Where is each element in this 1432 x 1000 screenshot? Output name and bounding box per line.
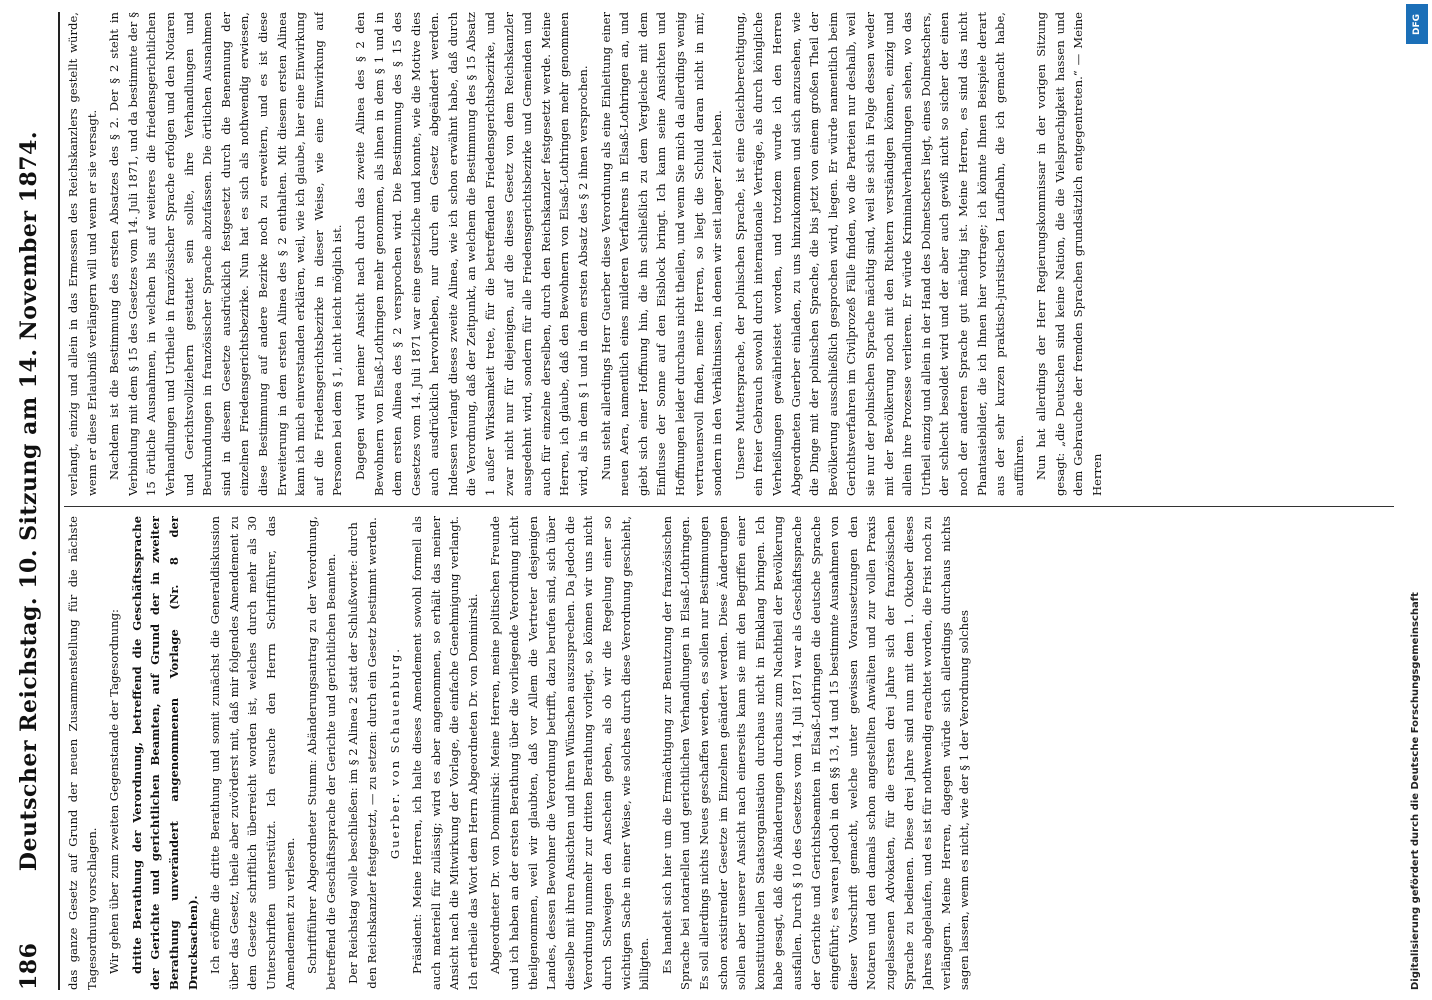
paragraph: Es handelt sich hier um die Ermächtigung zur Benutzung der französischen Sprache bei notariellen und gerichtlichen Verhandlungen in Elsaß-Lothringen. Es soll allerdings nichts Neues geschaffen werden, es sollen nur Bestimmungen schon existirender Gesetze im Einzelnen geändert werden. Diese Änderungen sollen aber unserer Ansicht nach einerseits kann sie mit den Begriffen einer konstitutionellen Staatsorganisation durchaus nicht in Einklang bringen. Ich habe gesagt, daß die Abänderungen durchaus zum Nachtheil der Bevölkerung ausfallen. Durch § 10 des Gesetzes vom 14. Juli 1871 war als Geschäftssprache der Gerichte und Gerichtsbeamten in Elsaß-Lothringen die deutsche Sprache eingeführt; es waren jedoch in den §§ 13, 14 und 15 bestimmte Ausnahmen von dieser Vorschrift gemacht, welche unter gewissen Voraussetzungen den Notaren und den damals schon angestellten Anwälten und zur vollen Praxis zugelassenen Advokaten, für die ersten drei Jahre sich der französischen Sprache zu bedienen. Diese drei Jahre sind nun mit dem 1. Oktober dieses Jahres abgelaufen, und es ist für nothwendig erachtet worden, die Frist noch zu verlängern. Meine Herren, dagegen würde sich allerdings durchaus nichts sagen lassen, wenn es nicht, wie der § 1 der Verordnung solches — [659, 516, 972, 990]
paragraph: verlangt, einzig und allein in das Ermessen des Reichskanzlers gestellt würde, wenn er diese Erlaubniß verlängern will und wenn er sie versagt. — [66, 12, 99, 496]
paragraph: Wir gehen über zum zweiten Gegenstande der Tagesordnung: — [107, 609, 122, 974]
right-column — [64, 12, 1394, 496]
page-header — [16, 12, 48, 990]
paragraph: Präsident: Meine Herren, ich halte dieses Amendement sowohl formell als auch materiell für zulässig; wird es aber angenommen, so erhält das meiner Ansicht nach die Mitwirkung der Vorlage, die einfache Genehmigung verlangt. Ich ertheile das Wort dem Herrn Abgeordneten Dr. von Dominirski. — [410, 516, 480, 990]
agenda-heading: dritte Berathung der Verordnung, betreffend die Geschäftssprache der Gerichte und gerichtlichen Beamten, auf Grund der in zweiter Berathung unverändert angenommenen Vorlage (Nr. 8 der Drucksachen). — [129, 516, 200, 990]
digitization-credit: Digitalisierung gefördert durch die Deutsche Forschungsgemeinschaft — [1410, 592, 1421, 990]
paragraph: Unsere Muttersprache, der polnischen Sprache, ist eine Gleichberechtigung, ein freier Gebrauch sowohl durch internationale Verträge, als durch königliche Verheißungen gewährleistet worden, und trotzdem wurde ich den Herren Abgeordneten Guerber einladen, zu uns hinzukommen und sich anzusehen, wie die Dinge mit der polnischen Sprache, die bis jetzt von einem großen Theil der Bevölkerung ausschließlich gesprochen wird, liegen. Er würde namentlich beim Gerichtsverfahren im Civilprozeß Fälle finden, wo die Parteien nur deshalb, weil sie nur der polnischen Sprache mächtig sind, weil sie sich in Folge dessen weder mit der Bevölkerung noch mit den Richtern verständigen können, einzig und allein ihre Prozesse verlieren. Er würde Kriminalverhandlungen sehen, wo das Urtheil einzig und allein in der Hand des Dolmetschers liegt, eines Dolmetschers, der schlecht besoldet wird und der aber auch gewiß nicht so sicher der einen noch der anderen Sprache gut mächtig ist. Meine Herren, es sind das nicht Phantasiebilder, die ich Ihnen hier vortrage; ich könnte Ihnen Beispiele derart aus der sehr kurzen praktisch-juristischen Laufbahn, die ich gemacht habe, aufführen. — [732, 12, 1026, 496]
motion-text: Der Reichstag wolle beschließen: im § 2 Alinea 2 statt der Schlußworte: durch den Reichskanzler festgesetzt, — zu setzen: durch ein Gesetz bestimmt werden. — [346, 517, 379, 989]
running-title: Deutscher Reichstag. 10. Sitzung am 14. November 1874. — [16, 130, 42, 872]
paragraph: Schriftführer Abgeordneter Stumm: Abänderungsantrag zu der Verordnung, betreffend die Geschäftssprache der Gerichte und gerichtlichen Beamten. — [305, 516, 338, 990]
dfg-logo: DFG — [1406, 4, 1428, 44]
paragraph: Nun steht allerdings Herr Guerber diese Verordnung als eine Einleitung einer neuen Aera, namentlich eines milderen Verfahrens in Elsaß-Lothringen an, und giebt sich einer Hoffnung hin, die ihn schließlich zu dem Vergleiche mit dem Einflusse der Sonne auf den Eisblock bringt. Ich kann seine Ansichten und Hoffnungen leider durchaus nicht theilen, und wenn Sie mich da allerdings wenig vertrauensvoll finden, meine Herren, so liegt die Schuld daran nicht in mir, sondern in den Verhältnissen, in denen wir seit langer Zeit leben. — [598, 12, 725, 496]
paragraph: Abgeordneter Dr. von Dominirski: Meine Herren, meine politischen Freunde und ich haben an der ersten Berathung über die vorliegende Verordnung nicht theilgenommen, weil wir glaubten, daß vor Allem die Vertreter desjenigen Landes, dessen Bewohner die Verordnung betrifft, dazu berufen sind, sich über dieselbe mit ihren Ansichten und ihren Wünschen auszusprechen. Da jedoch die Verordnung nunmehr zur dritten Berathung vorliegt, so können wir uns nicht durch Schweigen den Anschein geben, als ob wir die Regelung einer so wichtigen Sache in einer Weise, wie solches durch diese Verordnung geschieht, billigten. — [488, 516, 652, 990]
paragraph: Nachdem ist die Bestimmung des ersten Absatzes des § 2. Der § 2 steht in Verbindung mit dem § 15 des Gesetzes vom 14. Juli 1871, und da bestimmte der § 15 örtliche Ausnahmen, in welchen bis auf weiteres die friedensgerichtlichen Verhandlungen und Urtheile in französischer Sprache erfolgen und den Notaren und Gerichtsvollziehern gestattet sein sollte, ihre Verhandlungen und Beurkundungen in französischer Sprache abzufassen. Die örtlichen Ausnahmen sind in diesem Gesetze ausdrücklich festgesetzt durch die Benennung der einzelnen Friedensgerichtsbezirke. Nun hat es sich als nothwendig erwiesen, diese Bestimmung auf andere Bezirke noch zu erweitern, und es ist diese Erweiterung in dem ersten Alinea des § 2 enthalten. Mit diesem ersten Alinea kann ich mich einverstanden erklären, weil, wie ich glaube, hier eine Einwirkung auf die Friedensgerichtsbezirke in dieser Weise, wie eine Einwirkung auf Personen bei dem § 1, nicht leicht möglich ist. — [107, 12, 345, 496]
signatories: Guerber. von Schauenburg. — [387, 647, 402, 859]
paragraph: Ich eröffne die dritte Berathung und somit zunächst die Generaldiskussion über das Gesetz, theile aber zuvörderst mit, daß mir folgendes Amendement zu dem Gesetze schriftlich überreicht worden ist, welches durch mehr als 30 Unterschriften unterstützt. Ich ersuche den Herrn Schriftführer, das Amendement zu verlesen. — [208, 516, 297, 990]
column-divider — [64, 506, 1394, 507]
page-number: 186 — [16, 942, 42, 990]
left-column — [64, 516, 1394, 990]
paragraph: Nun hat allerdings der Herr Regierungskommissar in der vorigen Sitzung gesagt: „die Deutschen sind keine Nation, die die Vielsprachigkeit hassen und dem Gebrauche der fremden Sprachen grundsätzlich entgegentreten.“ — Meine Herren — [1034, 12, 1105, 496]
paragraph: Dagegen wird meiner Ansicht nach durch das zweite Alinea des § 2 den Bewohnern von Elsaß-Lothringen mehr genommen, als ihnen in dem § 1 und in dem ersten Alinea des § 2 versprochen wird. Die Bestimmung des § 15 des Gesetzes vom 14. Juli 1871 war eine gesetzliche und konnte, wie die Motive dies auch ausdrücklich hervorheben, nur durch ein Gesetz abgeändert werden. Indessen verlangt dieses zweite Alinea, wie ich schon erwähnt habe, daß durch die Verordnung, daß der Zeitpunkt, an welchem die Bestimmung des § 15 Absatz 1 außer Wirksamkeit trete, für die betreffenden Friedensgerichtsbezirke, und zwar nicht nur für diejenigen, auf die dieses Gesetz von dem Reichskanzler ausgedehnt wird, sondern für alle Friedensgerichtsbezirke und Gemeinden und auch für einzelne derselben, durch den Reichskanzler festgesetzt werde. Meine Herren, ich glaube, daß den Bewohnern von Elsaß-Lothringen mehr genommen wird, als in dem § 1 und in dem ersten Absatz des § 2 ihnen versprochen. — [352, 12, 591, 496]
header-rule — [58, 12, 60, 990]
paragraph: das ganze Gesetz auf Grund der neuen Zusammenstellung für die nächste Tagesordnung vorschlagen. — [66, 516, 99, 990]
